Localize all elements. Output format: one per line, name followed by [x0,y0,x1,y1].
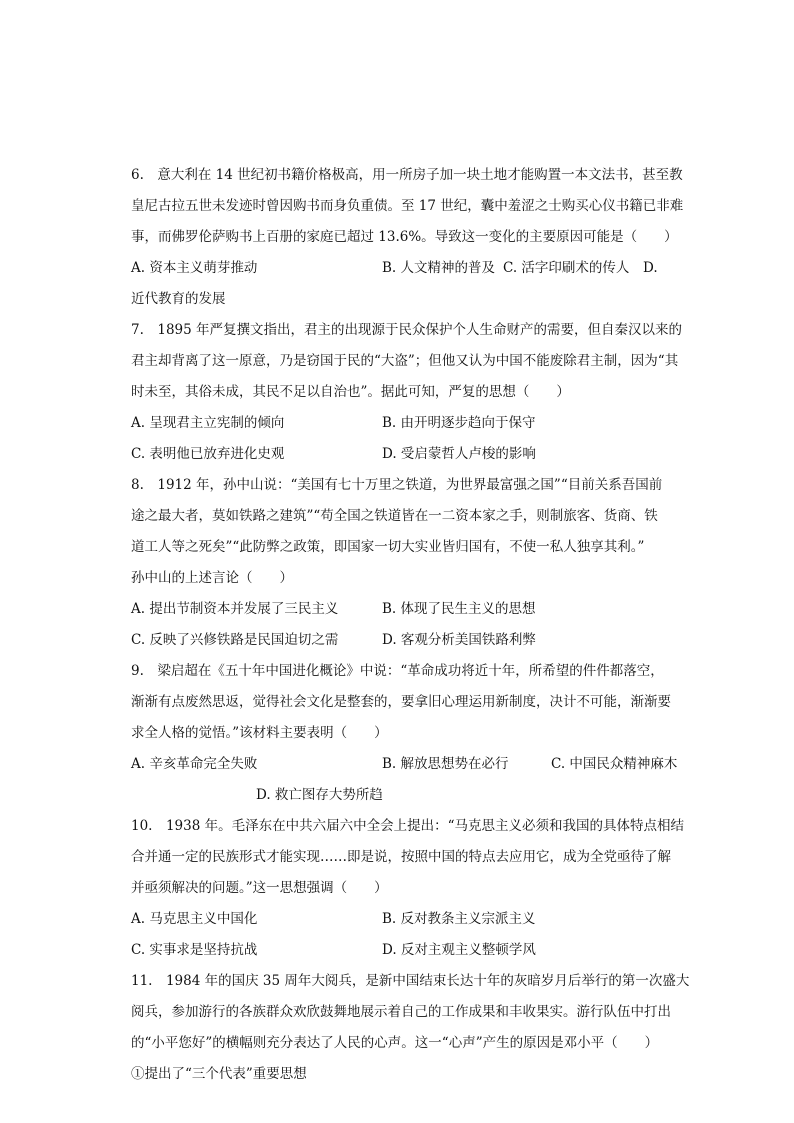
question-text: 的“小平您好”的横幅则充分表达了人民的心声。这一“心声”产生的原因是邓小平（ ） [131,1035,659,1051]
question-6 [131,160,691,315]
option-c[interactable]: C. 中国民众精神麻木 [551,756,678,772]
option-row [131,749,691,780]
question-text: 8. 1912 年，孙中山说：“美国有七十万里之铁道，为世界最富强之国”“目前关系吾国前 [131,477,663,493]
option-row [131,780,691,811]
option-row [131,594,691,625]
question-7 [131,315,691,470]
question-text: 渐渐有点废然思返，觉得社会文化是整套的，要拿旧心理运用新制度，决计不可能，渐渐要 [131,694,671,710]
option-c[interactable]: C. 实事求是坚持抗战 [131,942,258,958]
question-9 [131,656,691,811]
question-text: 君主却背离了这一原意，乃是窃国于民的“大盗”；但他又认为中国不能废除君主制，因为“其 [131,353,679,369]
question-text: 10. 1938 年。毛泽东在中共六届六中全会上提出：“马克思主义必须和我国的具体特点相结 [131,818,685,834]
question-list [131,160,691,1090]
statement-1: ①提出了“三个代表”重要思想 [131,1066,307,1082]
question-text: 皇尼古拉五世未发迹时曾因购书而身负重债。至 17 世纪，囊中羞涩之士购买心仪书籍已非难 [131,198,684,214]
question-8 [131,470,691,656]
option-c[interactable]: C. 反映了兴修铁路是民国迫切之需 [131,632,339,648]
option-b[interactable]: B. 解放思想势在必行 [382,756,509,772]
option-d[interactable]: D. 救亡图存大势所趋 [256,787,383,803]
option-row [131,935,691,966]
option-row [131,625,691,656]
option-row [131,253,691,284]
question-text: 孙中山的上述言论（ ） [131,570,293,586]
option-d-text[interactable]: 近代教育的发展 [131,291,226,307]
option-row [131,439,691,470]
option-b[interactable]: B. 体现了民生主义的思想 [382,601,536,617]
option-d[interactable]: D. 客观分析美国铁路利弊 [382,632,536,648]
option-b[interactable]: B. 由开明逐步趋向于保守 [382,415,536,431]
option-a[interactable]: A. 呈现君主立宪制的倾向 [131,415,285,431]
option-row [131,904,691,935]
question-text: 求全人格的觉悟。”该材料主要表明（ ） [131,725,388,741]
question-text: 9. 梁启超在《五十年中国进化概论》中说：“革命成功将近十年，所希望的件件都落空， [131,663,664,679]
question-11 [131,966,691,1090]
question-text: 事，而佛罗伦萨购书上百册的家庭已超过 13.6%。导致这一变化的主要原因可能是（ ） [131,229,678,245]
option-c[interactable]: C. 活字印刷术的传人 [503,260,630,276]
question-text: 道工人等之死矣”“此防弊之政策，即国家一切大实业皆归国有，不使一私人独享其利。” [131,539,645,555]
option-a[interactable]: A. 辛亥革命完全失败 [131,756,258,772]
option-d[interactable]: D. [643,260,658,276]
question-text: 合并通一定的民族形式才能实现……即是说，按照中国的特点去应用它，成为全党亟待了解 [131,849,671,865]
question-10 [131,811,691,966]
question-text: 6. 意大利在 14 世纪初书籍价格极高，用一所房子加一块土地才能购置一本文法书，甚至教 [131,167,683,183]
option-a[interactable]: A. 资本主义萌芽推动 [131,260,258,276]
option-a[interactable]: A. 马克思主义中国化 [131,911,258,927]
question-text: 时未至，其俗未成，其民不足以自治也”。据此可知，严复的思想（ ） [131,384,570,400]
option-row [131,408,691,439]
question-text: 途之最大者，莫如铁路之建筑”“苟全国之铁道皆在一二资本家之手，则制旅客、货商、铁 [131,508,658,524]
option-b[interactable]: B. 反对教条主义宗派主义 [382,911,536,927]
question-text: 11. 1984 年的国庆 35 周年大阅兵，是新中国结束长达十年的灰暗岁月后举行的第一次盛大 [131,973,690,989]
question-text: 7. 1895 年严复撰文指出，君主的出现源于民众保护个人生命财产的需要，但自秦汉以来的 [131,322,683,338]
option-c[interactable]: C. 表明他已放弃进化史观 [131,446,285,462]
option-d[interactable]: D. 反对主观主义整顿学风 [382,942,536,958]
option-b[interactable]: B. 人文精神的普及 [382,260,496,276]
option-a[interactable]: A. 提出节制资本并发展了三民主义 [131,601,339,617]
question-text: 并亟须解决的问题。”这一思想强调（ ） [131,880,388,896]
option-d[interactable]: D. 受启蒙哲人卢梭的影响 [382,446,536,462]
question-text: 阅兵，参加游行的各族群众欢欣鼓舞地展示着自己的工作成果和丰收果实。游行队伍中打出 [131,1004,671,1020]
